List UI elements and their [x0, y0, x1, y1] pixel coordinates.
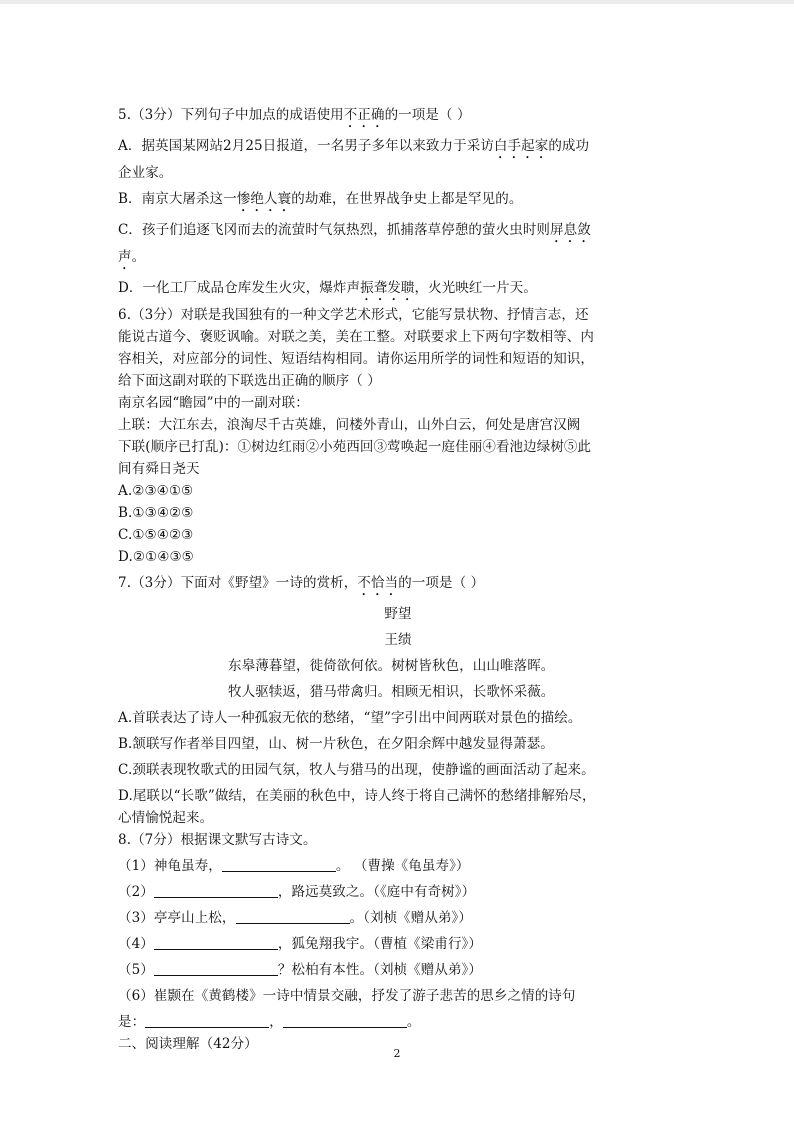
q6-line-7: 下联(顺序已打乱)：①树边红雨②小苑西回③莺唤起一庭佳丽④看池边绿树⑤此 [118, 439, 592, 455]
q5-option-d-text: D．一化工厂成品仓库发生火灾，爆炸声 [118, 280, 361, 296]
q6-option-b: B.①③④②⑤ [118, 505, 194, 521]
q8-item-4-text: （4） [118, 936, 154, 952]
q5-option-d-idiom: 振聋发聩 [360, 280, 415, 296]
q8-item-2-blank[interactable] [154, 883, 278, 898]
q5-option-b-text: B．南京大屠杀这一 [118, 191, 237, 207]
q8-item-6-lead: 是： [118, 1014, 146, 1030]
q5-option-a [118, 135, 678, 162]
q5-option-c-tail: 。 [131, 249, 146, 265]
q8-item-1-source: 。 （曹操《龟虽寿》） [335, 858, 470, 874]
q8-item-6: （6）崔颢在《黄鹤楼》一诗中情景交融，抒发了游子悲苦的思乡之情的诗句 [118, 988, 576, 1004]
q6-line-4: 给下面这副对联的下联选出正确的顺序（ ） [118, 373, 381, 389]
q7-option-d: D.尾联以“长歌”做结，在美丽的秋色中，诗人终于将自己满怀的愁绪排解殆尽， [118, 788, 596, 804]
q8-item-4-blank[interactable] [154, 935, 278, 950]
q8-item-3-source: 。（刘桢《赠从弟》） [349, 910, 472, 926]
q8-item-6-period: 。 [406, 1014, 421, 1030]
q8-item-3-text: （3）亭亭山上松， [118, 910, 236, 926]
q5-option-c-idiom-part2: 声 [118, 249, 132, 265]
q5-option-b-tail: 的劫难，在世界战争史上都是罕见的。 [291, 191, 523, 207]
q8-item-4 [118, 933, 678, 955]
q8-item-1 [118, 855, 678, 877]
q5-option-d-tail: ，火光映红一片天。 [414, 280, 537, 296]
q6-line-5: 南京名园“瞻园”中的一副对联： [118, 395, 309, 411]
q8-item-6-comma: ， [269, 1014, 283, 1030]
q8-stem: 8.（7分）根据课文默写古诗文。 [118, 832, 317, 848]
q5-option-b-idiom: 惨绝人寰 [236, 191, 292, 207]
q6-line-2: 能说古道今、褒贬讽喻。对联之美，美在工整。对联要求上下两句字数相等、内 [118, 329, 594, 345]
viewer-top-edge [0, 0, 794, 4]
poem-line-2: 牧人驱犊返，猎马带禽归。相顾无相识，长歌怀采薇。 [228, 684, 555, 700]
q8-item-5 [118, 959, 678, 981]
q8-item-2 [118, 881, 678, 903]
q5-option-a-idiom: 白手起家 [493, 138, 549, 154]
q6-line-1: 6.（3分）对联是我国独有的一种文学艺术形式，它能写景状物、抒情言志，还 [118, 307, 589, 323]
q5-option-d [118, 277, 678, 304]
q5-stem-tail: 的一项是（ ） [384, 107, 471, 123]
q5-stem-text: 5.（3分）下列句子中加点的成语使用 [118, 107, 344, 123]
q8-item-2-text: （2） [118, 884, 154, 900]
q8-item-1-text: （1）神龟虽寿， [118, 858, 222, 874]
q8-item-5-blank[interactable] [154, 961, 278, 976]
q6-option-a: A.②③④①⑤ [118, 483, 194, 499]
q8-item-6-blank-2[interactable] [283, 1013, 407, 1028]
q5-option-b [118, 188, 678, 215]
q5-option-a-cont: 企业家。 [118, 165, 173, 181]
q7-stem-dotted: 不恰当 [357, 575, 399, 591]
q8-item-2-source: ，路远莫致之。（《庭中有奇树》） [277, 884, 476, 900]
q5-stem [118, 104, 678, 131]
q7-option-c: C.颈联表现牧歌式的田园气氛，牧人与猎马的出现，使静谧的画面活动了起来。 [118, 762, 595, 778]
q6-line-8: 间有舜日尧天 [118, 461, 200, 477]
q8-item-4-source: ，狐兔翔我宇。（曹植《梁甫行》） [277, 936, 482, 952]
q7-stem-tail: 的一项是（ ） [398, 575, 485, 591]
q5-option-c-text: C．孩子们追逐飞冈而去的流萤时气氛热烈，抓捕落草停憩的萤火虫时则 [118, 222, 551, 238]
q8-item-6-blank-1[interactable] [145, 1013, 269, 1028]
q5-option-a-text: A．据英国某网站2月25日报道，一名男子多年以来致力于采访 [118, 138, 494, 154]
section-2-heading: 二、阅读理解（42分） [118, 1036, 258, 1052]
q8-item-3-blank[interactable] [236, 909, 350, 924]
q6-option-c: C.①⑤④②③ [118, 527, 194, 543]
q5-option-c-idiom-part1: 屏息敛 [550, 222, 591, 238]
q6-option-d: D.②①④③⑤ [118, 549, 194, 565]
page-number: 2 [393, 1047, 401, 1060]
q7-stem [118, 572, 678, 599]
poem-title: 野望 [384, 606, 412, 622]
poem-author: 王绩 [384, 632, 412, 648]
q8-item-1-blank[interactable] [222, 857, 336, 872]
q6-line-3: 容相关，对应部分的词性、短语结构相同。请你运用所学的词性和短语的知识， [118, 351, 594, 367]
q8-item-3 [118, 907, 678, 929]
q5-option-c [118, 219, 678, 246]
q7-stem-text: 7.（3分）下面对《野望》一诗的赏析， [118, 575, 358, 591]
q7-option-d-cont: 心情愉悦起来。 [118, 810, 214, 826]
q5-option-a-tail: 的成功 [548, 138, 590, 154]
q6-line-6: 上联：大江东去，浪淘尽千古英雄，问楼外青山，山外白云，何处是唐宫汉阙 [118, 417, 581, 433]
q5-stem-dotted: 不正确 [343, 107, 385, 123]
q5-option-c-cont [118, 246, 678, 273]
poem-line-1: 东皋薄暮望，徙倚欲何依。树树皆秋色，山山唯落晖。 [228, 658, 555, 674]
exam-page-body [118, 104, 678, 1055]
q8-item-5-source: ？松柏有本性。（刘桢《赠从弟》） [277, 962, 482, 978]
q7-option-a: A.首联表达了诗人一种孤寂无依的愁绪，“望”字引出中间两联对景色的描绘。 [118, 710, 582, 726]
q8-item-5-text: （5） [118, 962, 154, 978]
q8-item-6-cont [118, 1011, 678, 1033]
q7-option-b: B.颔联写作者举目四望，山、树一片秋色，在夕阳余辉中越发显得萧瑟。 [118, 736, 555, 752]
